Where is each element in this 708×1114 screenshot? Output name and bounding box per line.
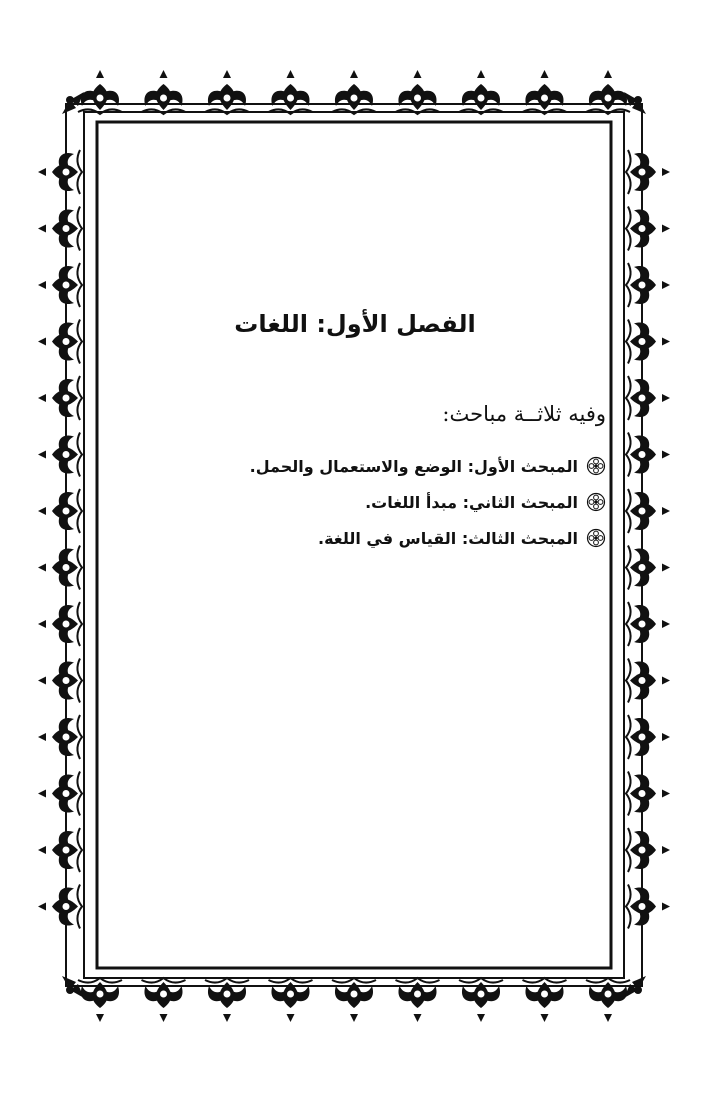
border-motif — [332, 70, 376, 114]
section-item — [250, 520, 606, 556]
border-motif — [396, 70, 440, 114]
border-motif — [626, 828, 670, 872]
border-motif — [38, 207, 82, 251]
border-motif — [523, 70, 567, 114]
border-motif — [626, 150, 670, 194]
border-motif — [626, 376, 670, 420]
border-motif — [38, 602, 82, 646]
border-motif — [396, 978, 440, 1022]
border-motif — [38, 150, 82, 194]
border-motif — [205, 70, 249, 114]
page-content — [100, 120, 610, 970]
border-motif — [38, 320, 82, 364]
flower-icon — [586, 528, 606, 548]
border-motif — [38, 433, 82, 477]
border-motif — [38, 263, 82, 307]
section-item — [250, 484, 606, 520]
section-label: المبحث الثاني: مبدأ اللغات. — [365, 492, 578, 512]
border-motif — [38, 376, 82, 420]
border-motif — [38, 659, 82, 703]
border-motif — [586, 70, 630, 114]
border-motif — [269, 978, 313, 1022]
border-motif — [586, 978, 630, 1022]
border-motif — [626, 659, 670, 703]
border-motif — [38, 772, 82, 816]
border-motif — [38, 828, 82, 872]
border-motif — [626, 885, 670, 929]
border-motif — [78, 70, 122, 114]
border-motif — [38, 885, 82, 929]
border-motif — [332, 978, 376, 1022]
border-motif — [459, 978, 503, 1022]
border-motif — [38, 546, 82, 590]
border-motif — [626, 489, 670, 533]
section-label: المبحث الأول: الوضع والاستعمال والحمل. — [249, 456, 578, 476]
sections-list — [250, 448, 606, 556]
border-motif — [626, 207, 670, 251]
chapter-title: الفصل الأول: اللغات — [234, 310, 476, 338]
section-label: المبحث الثالث: القياس في اللغة. — [318, 528, 578, 548]
border-motif — [38, 489, 82, 533]
flower-icon — [586, 456, 606, 476]
border-motif — [38, 715, 82, 759]
border-motif — [626, 320, 670, 364]
border-motif — [78, 978, 122, 1022]
intro-text: وفيه ثلاثــة مباحث: — [442, 402, 606, 426]
border-motif — [142, 978, 186, 1022]
border-motif — [142, 70, 186, 114]
border-motif — [626, 715, 670, 759]
border-motif — [626, 433, 670, 477]
flower-icon — [586, 492, 606, 512]
border-motif — [269, 70, 313, 114]
border-motif — [523, 978, 567, 1022]
section-item — [250, 448, 606, 484]
border-motif — [459, 70, 503, 114]
border-motif — [626, 602, 670, 646]
border-motif — [626, 546, 670, 590]
border-motif — [626, 772, 670, 816]
border-motif — [626, 263, 670, 307]
border-motif — [205, 978, 249, 1022]
